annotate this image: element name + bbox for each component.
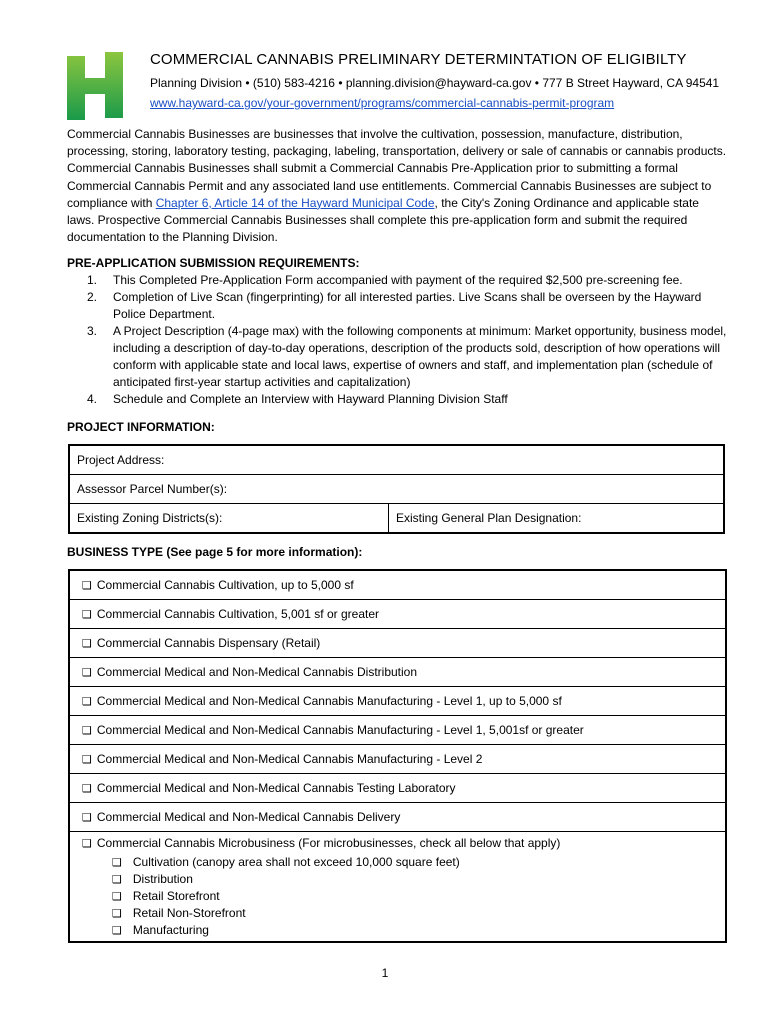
checkbox-icon[interactable]: ❑ xyxy=(82,666,92,679)
business-option-label: Commercial Cannabis Microbusiness (For microbusinesses, check all below that apply) xyxy=(96,836,561,850)
checkbox-icon[interactable]: ❑ xyxy=(112,873,122,886)
business-option-testing-lab[interactable] xyxy=(70,774,725,803)
requirements-list xyxy=(67,272,727,408)
checkbox-icon[interactable]: ❑ xyxy=(82,637,92,650)
checkbox-icon[interactable]: ❑ xyxy=(82,724,92,737)
micro-option-retail-non-storefront[interactable] xyxy=(112,905,725,922)
business-option-label: Commercial Cannabis Cultivation, 5,001 sf or greater xyxy=(96,607,380,621)
business-option-label: Commercial Medical and Non-Medical Cannabis Testing Laboratory xyxy=(96,781,456,795)
micro-option-label: Retail Non-Storefront xyxy=(132,906,246,920)
checkbox-icon[interactable]: ❑ xyxy=(82,579,92,592)
document-header xyxy=(150,50,740,112)
checkbox-icon[interactable]: ❑ xyxy=(82,608,92,621)
micro-option-cultivation[interactable] xyxy=(112,854,725,871)
requirement-number: 1. xyxy=(87,273,98,287)
checkbox-icon[interactable]: ❑ xyxy=(112,907,122,920)
business-option-manufacturing-l1-small[interactable] xyxy=(70,687,725,716)
project-address-label: Project Address: xyxy=(77,453,165,467)
checkbox-icon[interactable]: ❑ xyxy=(82,811,92,824)
business-option-label: Commercial Cannabis Cultivation, up to 5,000 sf xyxy=(96,578,354,592)
requirement-item xyxy=(67,323,727,391)
contact-line: Planning Division • (510) 583-4216 • planning.division@hayward-ca.gov • 777 B Street Hayward, CA 94541 xyxy=(150,76,720,90)
checkbox-icon[interactable]: ❑ xyxy=(82,782,92,795)
intro-paragraph xyxy=(67,126,727,246)
micro-option-manufacturing[interactable] xyxy=(112,922,725,939)
checkbox-icon[interactable]: ❑ xyxy=(112,924,122,937)
checkbox-icon[interactable]: ❑ xyxy=(82,837,92,850)
business-type-heading: BUSINESS TYPE (See page 5 for more information): xyxy=(67,545,363,559)
requirement-item xyxy=(67,289,727,323)
business-option-label: Commercial Medical and Non-Medical Cannabis Distribution xyxy=(96,665,418,679)
business-option-manufacturing-l1-large[interactable] xyxy=(70,716,725,745)
requirement-item xyxy=(67,272,727,289)
micro-option-label: Manufacturing xyxy=(132,923,209,937)
page-number: 1 xyxy=(381,966,389,980)
municipal-code-link[interactable]: Chapter 6, Article 14 of the Hayward Municipal Code xyxy=(155,195,435,210)
business-option-label: Commercial Medical and Non-Medical Cannabis Manufacturing - Level 2 xyxy=(96,752,483,766)
business-option-label: Commercial Cannabis Dispensary (Retail) xyxy=(96,636,321,650)
business-option-manufacturing-l2[interactable] xyxy=(70,745,725,774)
business-option-distribution[interactable] xyxy=(70,658,725,687)
requirement-number: 2. xyxy=(87,290,98,304)
business-option-dispensary[interactable] xyxy=(70,629,725,658)
business-type-table xyxy=(68,569,727,943)
micro-option-label: Retail Storefront xyxy=(132,889,220,903)
business-option-label: Commercial Medical and Non-Medical Cannabis Manufacturing - Level 1, 5,001sf or greater xyxy=(96,723,584,737)
project-address-field[interactable] xyxy=(69,445,724,475)
general-plan-field[interactable] xyxy=(389,504,725,534)
checkbox-icon[interactable]: ❑ xyxy=(82,753,92,766)
business-option-label: Commercial Medical and Non-Medical Cannabis Delivery xyxy=(96,810,401,824)
micro-option-label: Distribution xyxy=(132,872,193,886)
micro-option-label: Cultivation (canopy area shall not exceed 10,000 square feet) xyxy=(132,855,460,869)
general-plan-label: Existing General Plan Designation: xyxy=(396,511,582,525)
project-info-heading: PROJECT INFORMATION: xyxy=(67,420,215,434)
checkbox-icon[interactable]: ❑ xyxy=(82,695,92,708)
requirement-item xyxy=(67,391,727,408)
business-option-microbusiness[interactable] xyxy=(70,832,725,941)
parcel-number-label: Assessor Parcel Number(s): xyxy=(77,482,228,496)
parcel-number-field[interactable] xyxy=(69,475,724,504)
requirement-text: This Completed Pre-Application Form accompanied with payment of the required $2,500 pre-screening fee. xyxy=(113,273,683,287)
hayward-h-logo xyxy=(63,52,127,120)
program-website-link[interactable]: www.hayward-ca.gov/your-government/programs/commercial-cannabis-permit-program xyxy=(150,96,615,110)
project-info-table xyxy=(68,444,725,534)
micro-option-retail-storefront[interactable] xyxy=(112,888,725,905)
business-option-cultivation-small[interactable] xyxy=(70,571,725,600)
business-option-delivery[interactable] xyxy=(70,803,725,832)
checkbox-icon[interactable]: ❑ xyxy=(112,856,122,869)
requirement-number: 3. xyxy=(87,324,98,338)
business-option-cultivation-large[interactable] xyxy=(70,600,725,629)
micro-option-distribution[interactable] xyxy=(112,871,725,888)
microbusiness-sub-options xyxy=(82,854,725,939)
intro-text-start: Commercial Cannabis Businesses are businesses that involve the cultivation, possession, manufacture, distribution, processing, storing, laboratory testing, packaging, labeling, transportation, delivery or sale of cannabis or cannabis products. Commercial Cannabis Businesses shall submit a Commercial Cannabis Pre-Application prior to submitting a formal Commercial Cannabis Permit and any associated land use entitlements. Commercial Cannabis Businesses are subject to compliance with xyxy=(67,127,727,210)
zoning-district-field[interactable] xyxy=(69,504,389,534)
requirement-number: 4. xyxy=(87,392,98,406)
intro-text-end: , the City's Zoning Ordinance and applicable state laws. Prospective Commercial Cannabis Businesses shall complete this pre-application form and submit the required documentation to the Planning Division. xyxy=(67,195,699,245)
checkbox-icon[interactable]: ❑ xyxy=(112,890,122,903)
requirement-text: A Project Description (4-page max) with the following components at minimum: Market opportunity, business model, including a description of day-to-day operations, description of the products sold, description of how operations will conform with applicable state and local laws, expertise of owners and staff, and implementation plan (schedule of anticipated first-year startup activities and capitalization) xyxy=(113,324,727,389)
requirements-heading: PRE-APPLICATION SUBMISSION REQUIREMENTS: xyxy=(67,256,360,270)
business-option-label: Commercial Medical and Non-Medical Cannabis Manufacturing - Level 1, up to 5,000 sf xyxy=(96,694,562,708)
requirement-text: Schedule and Complete an Interview with Hayward Planning Division Staff xyxy=(113,392,508,406)
zoning-district-label: Existing Zoning Districts(s): xyxy=(77,511,223,525)
requirement-text: Completion of Live Scan (fingerprinting) for all interested parties. Live Scans shall be overseen by the Hayward Police Department. xyxy=(113,290,702,321)
document-title: COMMERCIAL CANNABIS PRELIMINARY DETERMINTATION OF ELIGIBILTY xyxy=(150,51,687,68)
